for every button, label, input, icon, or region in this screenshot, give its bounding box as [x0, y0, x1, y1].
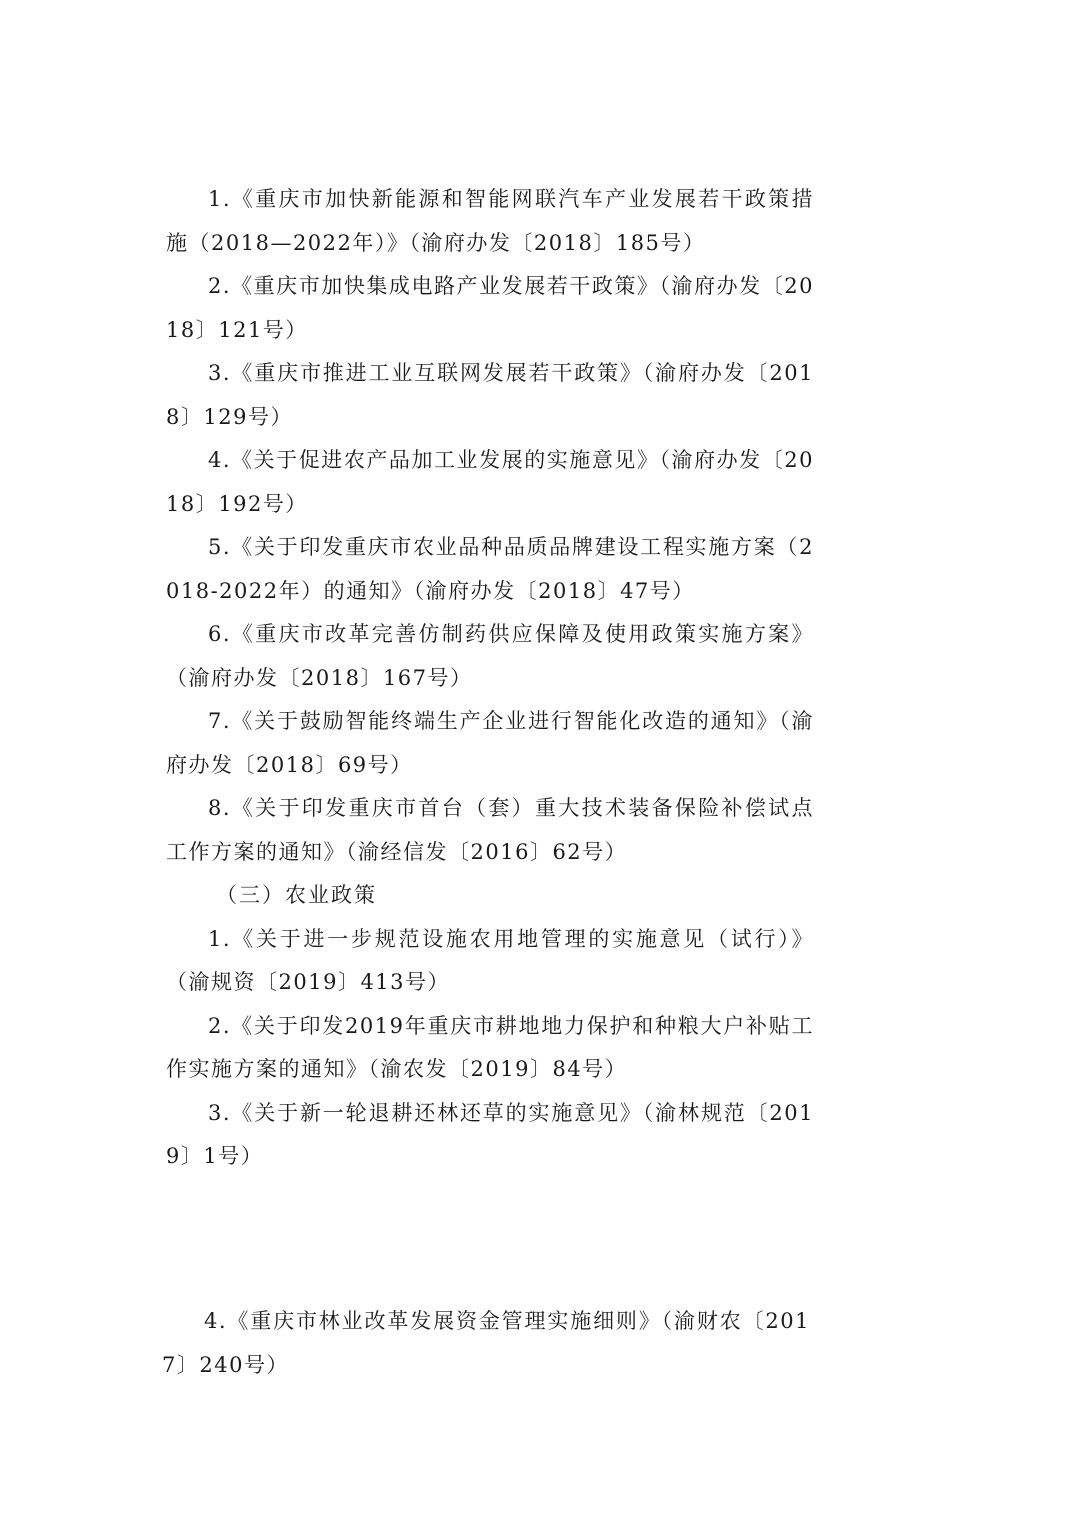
section-heading-agriculture: （三）农业政策 [216, 883, 377, 907]
list-item: 3.《关于新一轮退耕还林还草的实施意见》（渝林规范〔2019〕1号） [166, 1100, 814, 1168]
list-item: 5.《关于印发重庆市农业品种品质品牌建设工程实施方案（2018-2022年）的通知》（渝府办发〔2018〕47号） [166, 535, 814, 603]
policy-list-tail [162, 1300, 810, 1387]
list-item: 4.《关于促进农产品加工业发展的实施意见》（渝府办发〔2018〕192号） [166, 448, 814, 516]
list-item: 6.《重庆市改革完善仿制药供应保障及使用政策实施方案》（渝府办发〔2018〕167号） [166, 622, 814, 690]
list-item: 4.《重庆市林业改革发展资金管理实施细则》（渝财农〔2017〕240号） [162, 1309, 810, 1377]
list-item: 2.《重庆市加快集成电路产业发展若干政策》（渝府办发〔2018〕121号） [166, 274, 814, 342]
list-item: 7.《关于鼓励智能终端生产企业进行智能化改造的通知》（渝府办发〔2018〕69号） [166, 709, 814, 777]
list-item: 3.《重庆市推进工业互联网发展若干政策》（渝府办发〔2018〕129号） [166, 361, 814, 429]
list-item: 2.《关于印发2019年重庆市耕地地力保护和种粮大户补贴工作实施方案的通知》（渝农发〔2019〕84号） [166, 1013, 814, 1081]
list-item: 1.《关于进一步规范设施农用地管理的实施意见（试行）》（渝规资〔2019〕413号） [166, 926, 814, 994]
list-item: 8.《关于印发重庆市首台（套）重大技术装备保险补偿试点工作方案的通知》（渝经信发〔2016〕62号） [166, 796, 814, 864]
list-item: 1.《重庆市加快新能源和智能网联汽车产业发展若干政策措施（2018—2022年）》（渝府办发〔2018〕185号） [166, 187, 814, 255]
policy-list-main [166, 178, 814, 1179]
